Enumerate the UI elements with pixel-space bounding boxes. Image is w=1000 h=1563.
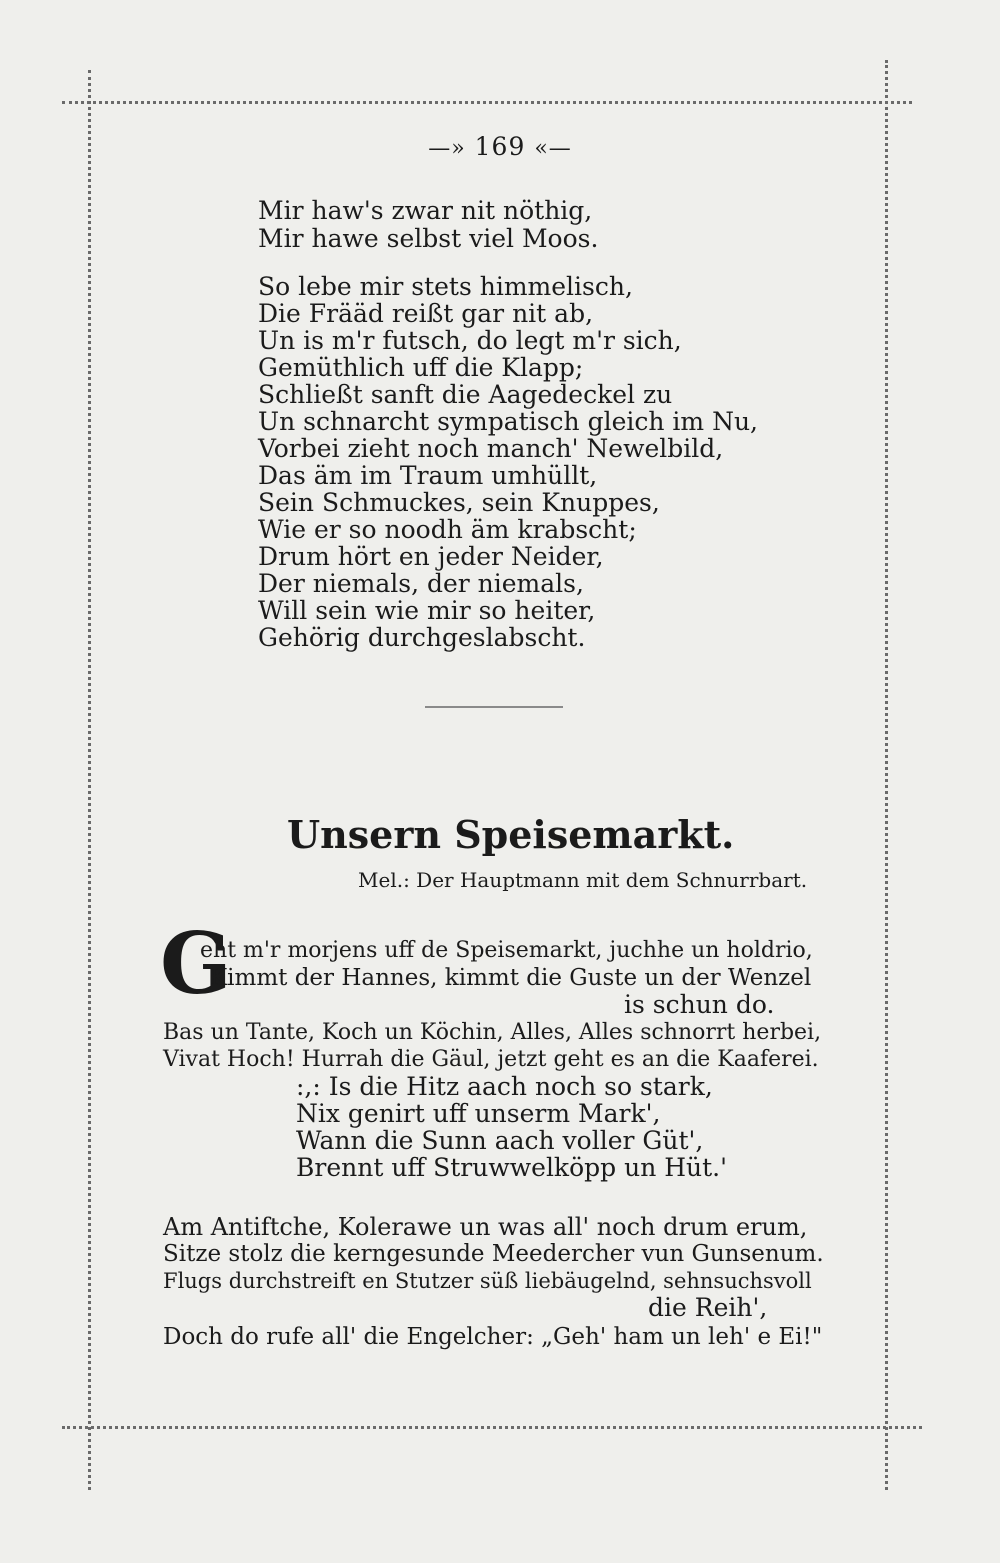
- page-number-header: [400, 132, 600, 161]
- verse-line: So lebe mir stets himmelisch,: [258, 272, 633, 301]
- verse-line: Der niemals, der niemals,: [258, 569, 584, 598]
- verse-line: Will sein wie mir so heiter,: [258, 596, 596, 625]
- verse-line: Das äm im Traum umhüllt,: [258, 461, 598, 490]
- verse-line: Brennt uff Struwwelköpp un Hüt.': [296, 1153, 728, 1182]
- verse-line: Mir haw's zwar nit nöthig,: [258, 196, 593, 225]
- left-frame-rule: [88, 70, 91, 1490]
- verse-line: Sitze stolz die kerngesunde Meedercher vun Gunsenum.: [163, 1241, 824, 1267]
- verse-line: die Reih',: [648, 1293, 768, 1322]
- verse-line: Am Antiftche, Kolerawe un was all' noch drum erum,: [163, 1213, 808, 1241]
- verse-line: Drum hört en jeder Neider,: [258, 542, 604, 571]
- verse-line: Sein Schmuckes, sein Knuppes,: [258, 488, 660, 517]
- verse-line: Un schnarcht sympatisch gleich im Nu,: [258, 407, 758, 436]
- verse-line: Doch do rufe all' die Engelcher: „Geh' ham un leh' e Ei!": [163, 1324, 823, 1350]
- ornament-left: —»: [428, 136, 466, 161]
- top-frame-rule: [62, 101, 912, 104]
- verse-line: Kimmt der Hannes, kimmt die Guste un der Wenzel: [210, 965, 812, 991]
- drop-cap: G: [160, 914, 232, 1013]
- poem-title: Unsern Speisemarkt.: [287, 812, 735, 857]
- verse-line: Un is m'r futsch, do legt m'r sich,: [258, 326, 682, 355]
- verse-line: :,: Is die Hitz aach noch so stark,: [296, 1072, 713, 1101]
- verse-line: is schun do.: [624, 990, 775, 1019]
- verse-line: Flugs durchstreift en Stutzer süß liebäugelnd, sehnsuchsvoll: [163, 1269, 812, 1293]
- verse-line: Vorbei zieht noch manch' Newelbild,: [258, 434, 724, 463]
- verse-line: Die Frääd reißt gar nit ab,: [258, 299, 594, 328]
- verse-line: Nix genirt uff unserm Mark',: [296, 1099, 661, 1128]
- ornament-right: «—: [534, 136, 572, 161]
- verse-line: Gehörig durchgeslabscht.: [258, 623, 586, 652]
- melody-note: Mel.: Der Hauptmann mit dem Schnurrbart.: [358, 868, 808, 892]
- verse-line: Gemüthlich uff die Klapp;: [258, 353, 584, 382]
- verse-line: Wie er so noodh äm krabscht;: [258, 515, 637, 544]
- verse-line: Wann die Sunn aach voller Güt',: [296, 1126, 704, 1155]
- verse-line: eht m'r morjens uff de Speisemarkt, juchhe un holdrio,: [200, 938, 813, 963]
- section-divider: [425, 706, 563, 708]
- bottom-frame-rule: [62, 1426, 922, 1429]
- verse-line: Mir hawe selbst viel Moos.: [258, 224, 599, 253]
- right-frame-rule: [885, 60, 888, 1490]
- verse-line: Bas un Tante, Koch un Köchin, Alles, Alles schnorrt herbei,: [163, 1020, 822, 1045]
- verse-line: Vivat Hoch! Hurrah die Gäul, jetzt geht es an die Kaaferei.: [163, 1047, 819, 1072]
- verse-line: Schließt sanft die Aagedeckel zu: [258, 380, 673, 409]
- page-number: 169: [474, 132, 526, 161]
